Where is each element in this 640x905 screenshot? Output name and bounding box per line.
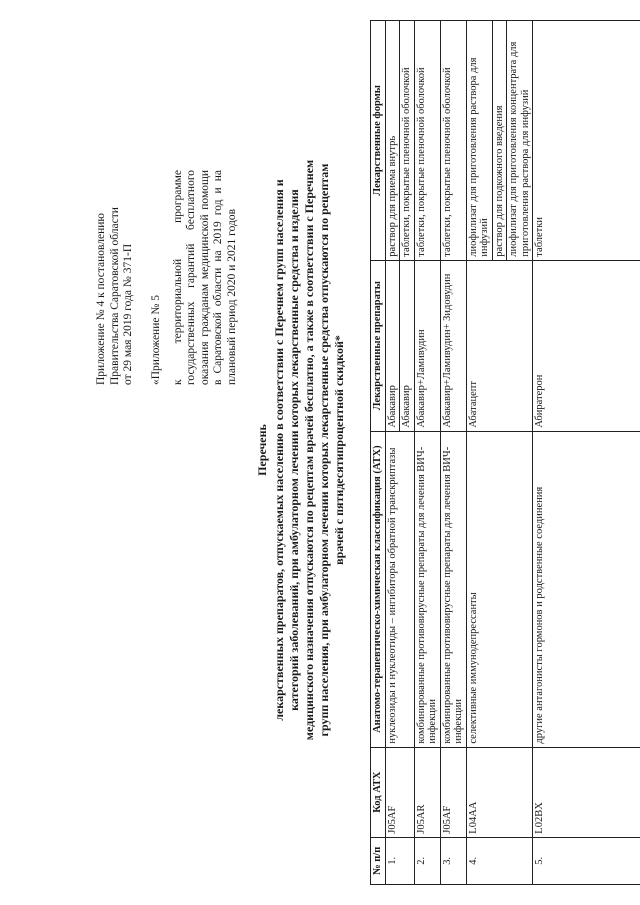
annex-intro	[150, 170, 239, 385]
cell-drug: Абакавир+Ламивудин+ Зидовудин	[440, 260, 466, 431]
cell-code: J05AR	[414, 747, 440, 837]
cell-num: 1.	[385, 837, 414, 884]
cell-code: L04AA	[466, 747, 533, 837]
cell-code: J05AF	[385, 747, 414, 837]
cell-drug: Абакавир	[385, 260, 400, 431]
cell-form: лиофилизат для приготовления концентрата для приготовления раствора для инфузий	[507, 21, 533, 261]
table-row	[466, 21, 492, 885]
cell-form: таблетки, покрытые пленочной оболочкой	[414, 21, 440, 261]
header-drugs: Лекарственные препараты	[371, 260, 386, 431]
header-num: № п/п	[371, 837, 386, 884]
drug-table	[370, 20, 640, 885]
cell-code: J05AF	[440, 747, 466, 837]
table-row	[533, 21, 640, 885]
cell-form: лиофилизат для приготовления раствора для инфузий	[466, 21, 492, 261]
cell-form: таблетки	[533, 21, 640, 261]
appendix-line: от 29 мая 2019 года № 371-П	[122, 243, 134, 385]
header-code: Код АТХ	[371, 747, 386, 837]
annex-text: к территориальной программе государственных гарантий бесплатного оказания гражданам медицинской помощи в Саратовской области на 2019 год и на плановый период 2020 и 2021 годов	[171, 170, 238, 385]
cell-drug: Абакавир	[400, 260, 415, 431]
document-title	[255, 155, 347, 745]
cell-atc: комбинированные противовирусные препараты для лечения ВИЧ-инфекции	[440, 431, 466, 747]
table-row	[414, 21, 440, 885]
cell-atc: нуклеозиды и нуклеотиды – ингибиторы обратной транскриптазы	[385, 431, 414, 747]
document-subtitle: лекарственных препаратов, отпускаемых населению в соответствии с Перечнем групп населения и категорий заболеваний, при амбулаторном лечении которых лекарственные средства и изделия медицинского назначения отпускаются по рецептам врачей бесплатно, а также в соответствии с Перечнем групп населения, при амбулаторном лечении которых лекарственные средства отпускаются по рецептам врачей с пятидесятипроцентной скидкой*	[272, 159, 346, 741]
cell-atc: комбинированные противовирусные препараты для лечения ВИЧ-инфекции	[414, 431, 440, 747]
cell-num: 3.	[440, 837, 466, 884]
cell-form: таблетки, покрытые пленочной оболочкой	[400, 21, 415, 261]
cell-num: 5.	[533, 837, 640, 884]
cell-num: 4.	[466, 837, 533, 884]
annex-title: «Приложение № 5	[150, 295, 162, 385]
table-row	[440, 21, 466, 885]
cell-code: L02BX	[533, 747, 640, 837]
cell-form: раствор для подкожного введения	[492, 21, 507, 261]
header-atc: Анатомо-терапевтическо-химическая классификация (АТХ)	[371, 431, 386, 747]
cell-atc: селективные иммунодепрессанты	[466, 431, 533, 747]
appendix-line: Правительства Саратовской области	[108, 207, 121, 385]
document-heading: Перечень	[255, 424, 269, 476]
cell-drug: Абиратерон	[533, 260, 640, 431]
cell-form: раствор для приема внутрь	[385, 21, 400, 261]
appendix-header	[95, 185, 136, 385]
cell-atc: другие антагонисты гормонов и родственные соединения	[533, 431, 640, 747]
cell-drug: Абатацепт	[466, 260, 533, 431]
appendix-line: Приложение № 4 к постановлению	[95, 212, 107, 385]
cell-drug: Абакавир+Ламивудин	[414, 260, 440, 431]
header-forms: Лекарственные формы	[371, 21, 386, 261]
table-row	[385, 21, 400, 885]
table-header-row	[371, 21, 386, 885]
cell-form: таблетки, покрытые пленочной оболочкой	[440, 21, 466, 261]
cell-num: 2.	[414, 837, 440, 884]
